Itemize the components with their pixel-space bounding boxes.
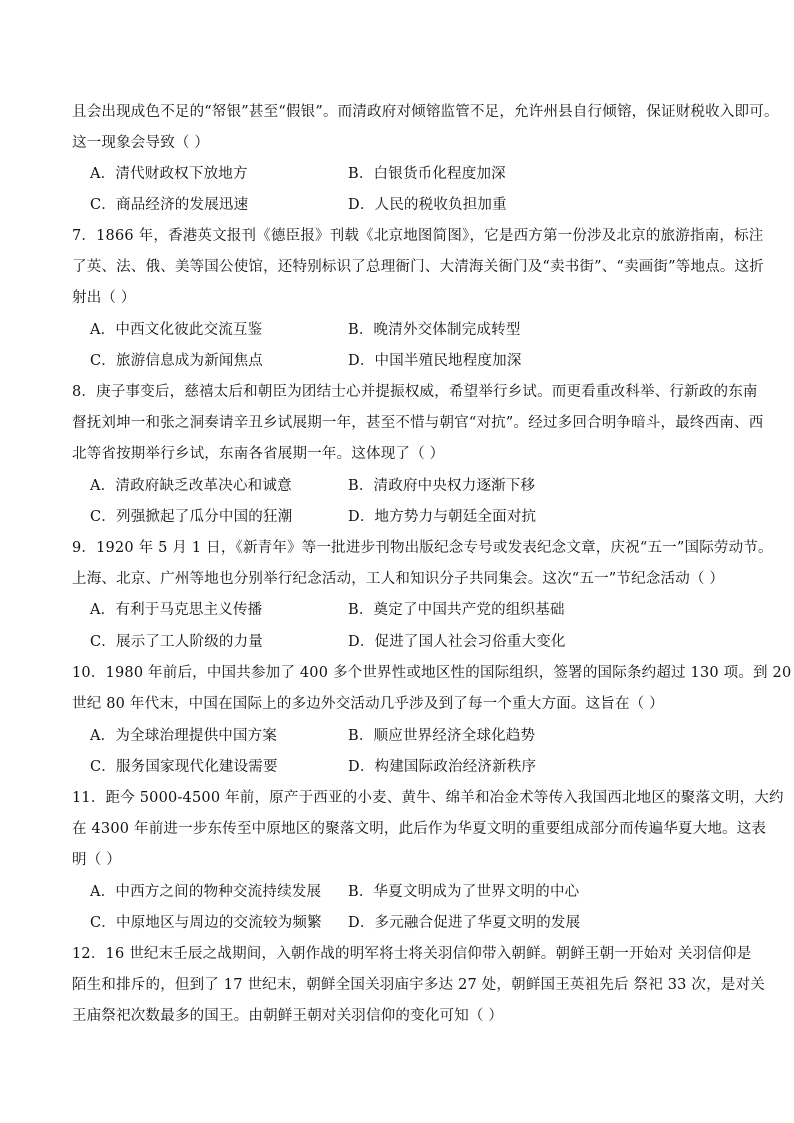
question-text-line: 了英、法、俄、美等国公使馆，还特别标识了总理衙门、大清海关衙门及“卖书街”、“卖画街”等地点。这折 <box>72 259 764 275</box>
question-text-line: 这一现象会导致（ ） <box>72 135 210 151</box>
question-text-line: 7．1866 年，香港英文报刊《德臣报》刊载《北京地图简图》，它是西方第一份涉及北京的旅游指南，标注 <box>72 228 764 244</box>
question-text-line: 上海、北京、广州等地也分别举行纪念活动，工人和知识分子共同集会。这次“五一”节纪念活动（ ） <box>72 571 725 587</box>
option-b: B．晚清外交体制完成转型 <box>348 322 521 338</box>
option-d: D．地方势力与朝廷全面对抗 <box>348 509 537 525</box>
option-a: A．为全球治理提供中国方案 <box>90 728 278 744</box>
option-d: D．中国半殖民地程度加深 <box>348 353 522 369</box>
option-a: A．中西方之间的物种交流持续发展 <box>90 884 322 900</box>
question-text-line: 王庙祭祀次数最多的国王。由朝鲜王朝对关羽信仰的变化可知（ ） <box>72 1008 504 1024</box>
option-b: B．清政府中央权力逐渐下移 <box>348 478 536 494</box>
option-c: C．列强掀起了瓜分中国的狂潮 <box>90 509 293 525</box>
option-d: D．构建国际政治经济新秩序 <box>348 759 537 775</box>
option-d: D．多元融合促进了华夏文明的发展 <box>348 915 581 931</box>
option-c: C．商品经济的发展迅速 <box>90 197 249 213</box>
option-d: D．促进了国人社会习俗重大变化 <box>348 634 566 650</box>
question-text-line: 9．1920 年 5 月 1 日，《新青年》等一批进步刊物出版纪念专号或发表纪念文章，庆祝“五一”国际劳动节。 <box>72 540 773 556</box>
option-a: A．清政府缺乏改革决心和诚意 <box>90 478 292 494</box>
option-b: B．顺应世界经济全球化趋势 <box>348 728 536 744</box>
option-a: A．清代财政权下放地方 <box>90 166 248 182</box>
question-text-line: 12．16 世纪末壬辰之战期间，入朝作战的明军将士将关羽信仰带入朝鲜。朝鲜王朝一开始对 关羽信仰是 <box>72 946 752 962</box>
question-text-line: 11．距今 5000-4500 年前，原产于西亚的小麦、黄牛、绵羊和冶金术等传入我国西北地区的聚落文明，大约 <box>72 790 784 806</box>
option-c: C．中原地区与周边的交流较为频繁 <box>90 915 322 931</box>
question-text-line: 在 4300 年前进一步东传至中原地区的聚落文明，此后作为华夏文明的重要组成部分而传遍华夏大地。这表 <box>72 821 767 837</box>
question-text-line: 10．1980 年前后，中国共参加了 400 多个世界性或地区性的国际组织，签署的国际条约超过 130 项。到 20 <box>72 665 792 681</box>
question-text-line: 8．庚子事变后，慈禧太后和朝臣为团结士心并提振权威，希望举行乡试。而更看重改科举、行新政的东南 <box>72 384 758 400</box>
question-text-line: 陌生和排斥的，但到了 17 世纪末，朝鲜全国关羽庙宇多达 27 处，朝鲜国王英祖先后 祭祀 33 次，是对关 <box>72 977 765 993</box>
option-a: A．中西文化彼此交流互鉴 <box>90 322 263 338</box>
question-text-line: 射出（ ） <box>72 290 136 306</box>
question-text-line: 北等省按期举行乡试，东南各省展期一年。这体现了（ ） <box>72 446 445 462</box>
option-b: B．华夏文明成为了世界文明的中心 <box>348 884 580 900</box>
option-a: A．有利于马克思主义传播 <box>90 602 263 618</box>
option-c: C．展示了工人阶级的力量 <box>90 634 263 650</box>
option-d: D．人民的税收负担加重 <box>348 197 507 213</box>
question-text-line: 明（ ） <box>72 852 121 868</box>
question-text-line: 世纪 80 年代末，中国在国际上的多边外交活动几乎涉及到了每一个重大方面。这旨在（ ） <box>72 696 664 712</box>
option-b: B．奠定了中国共产党的组织基础 <box>348 602 565 618</box>
option-c: C．服务国家现代化建设需要 <box>90 759 278 775</box>
question-text-line: 督抚刘坤一和张之洞奏请辛丑乡试展期一年，甚至不惜与朝官“对抗”。经过多回合明争暗斗，最终西南、西 <box>72 415 764 431</box>
question-text-line: 且会出现成色不足的“帑银”甚至“假银”。而清政府对倾镕监管不足，允许州县自行倾镕，保证财税收入即可。 <box>72 104 779 120</box>
option-b: B．白银货币化程度加深 <box>348 166 506 182</box>
option-c: C．旅游信息成为新闻焦点 <box>90 353 263 369</box>
